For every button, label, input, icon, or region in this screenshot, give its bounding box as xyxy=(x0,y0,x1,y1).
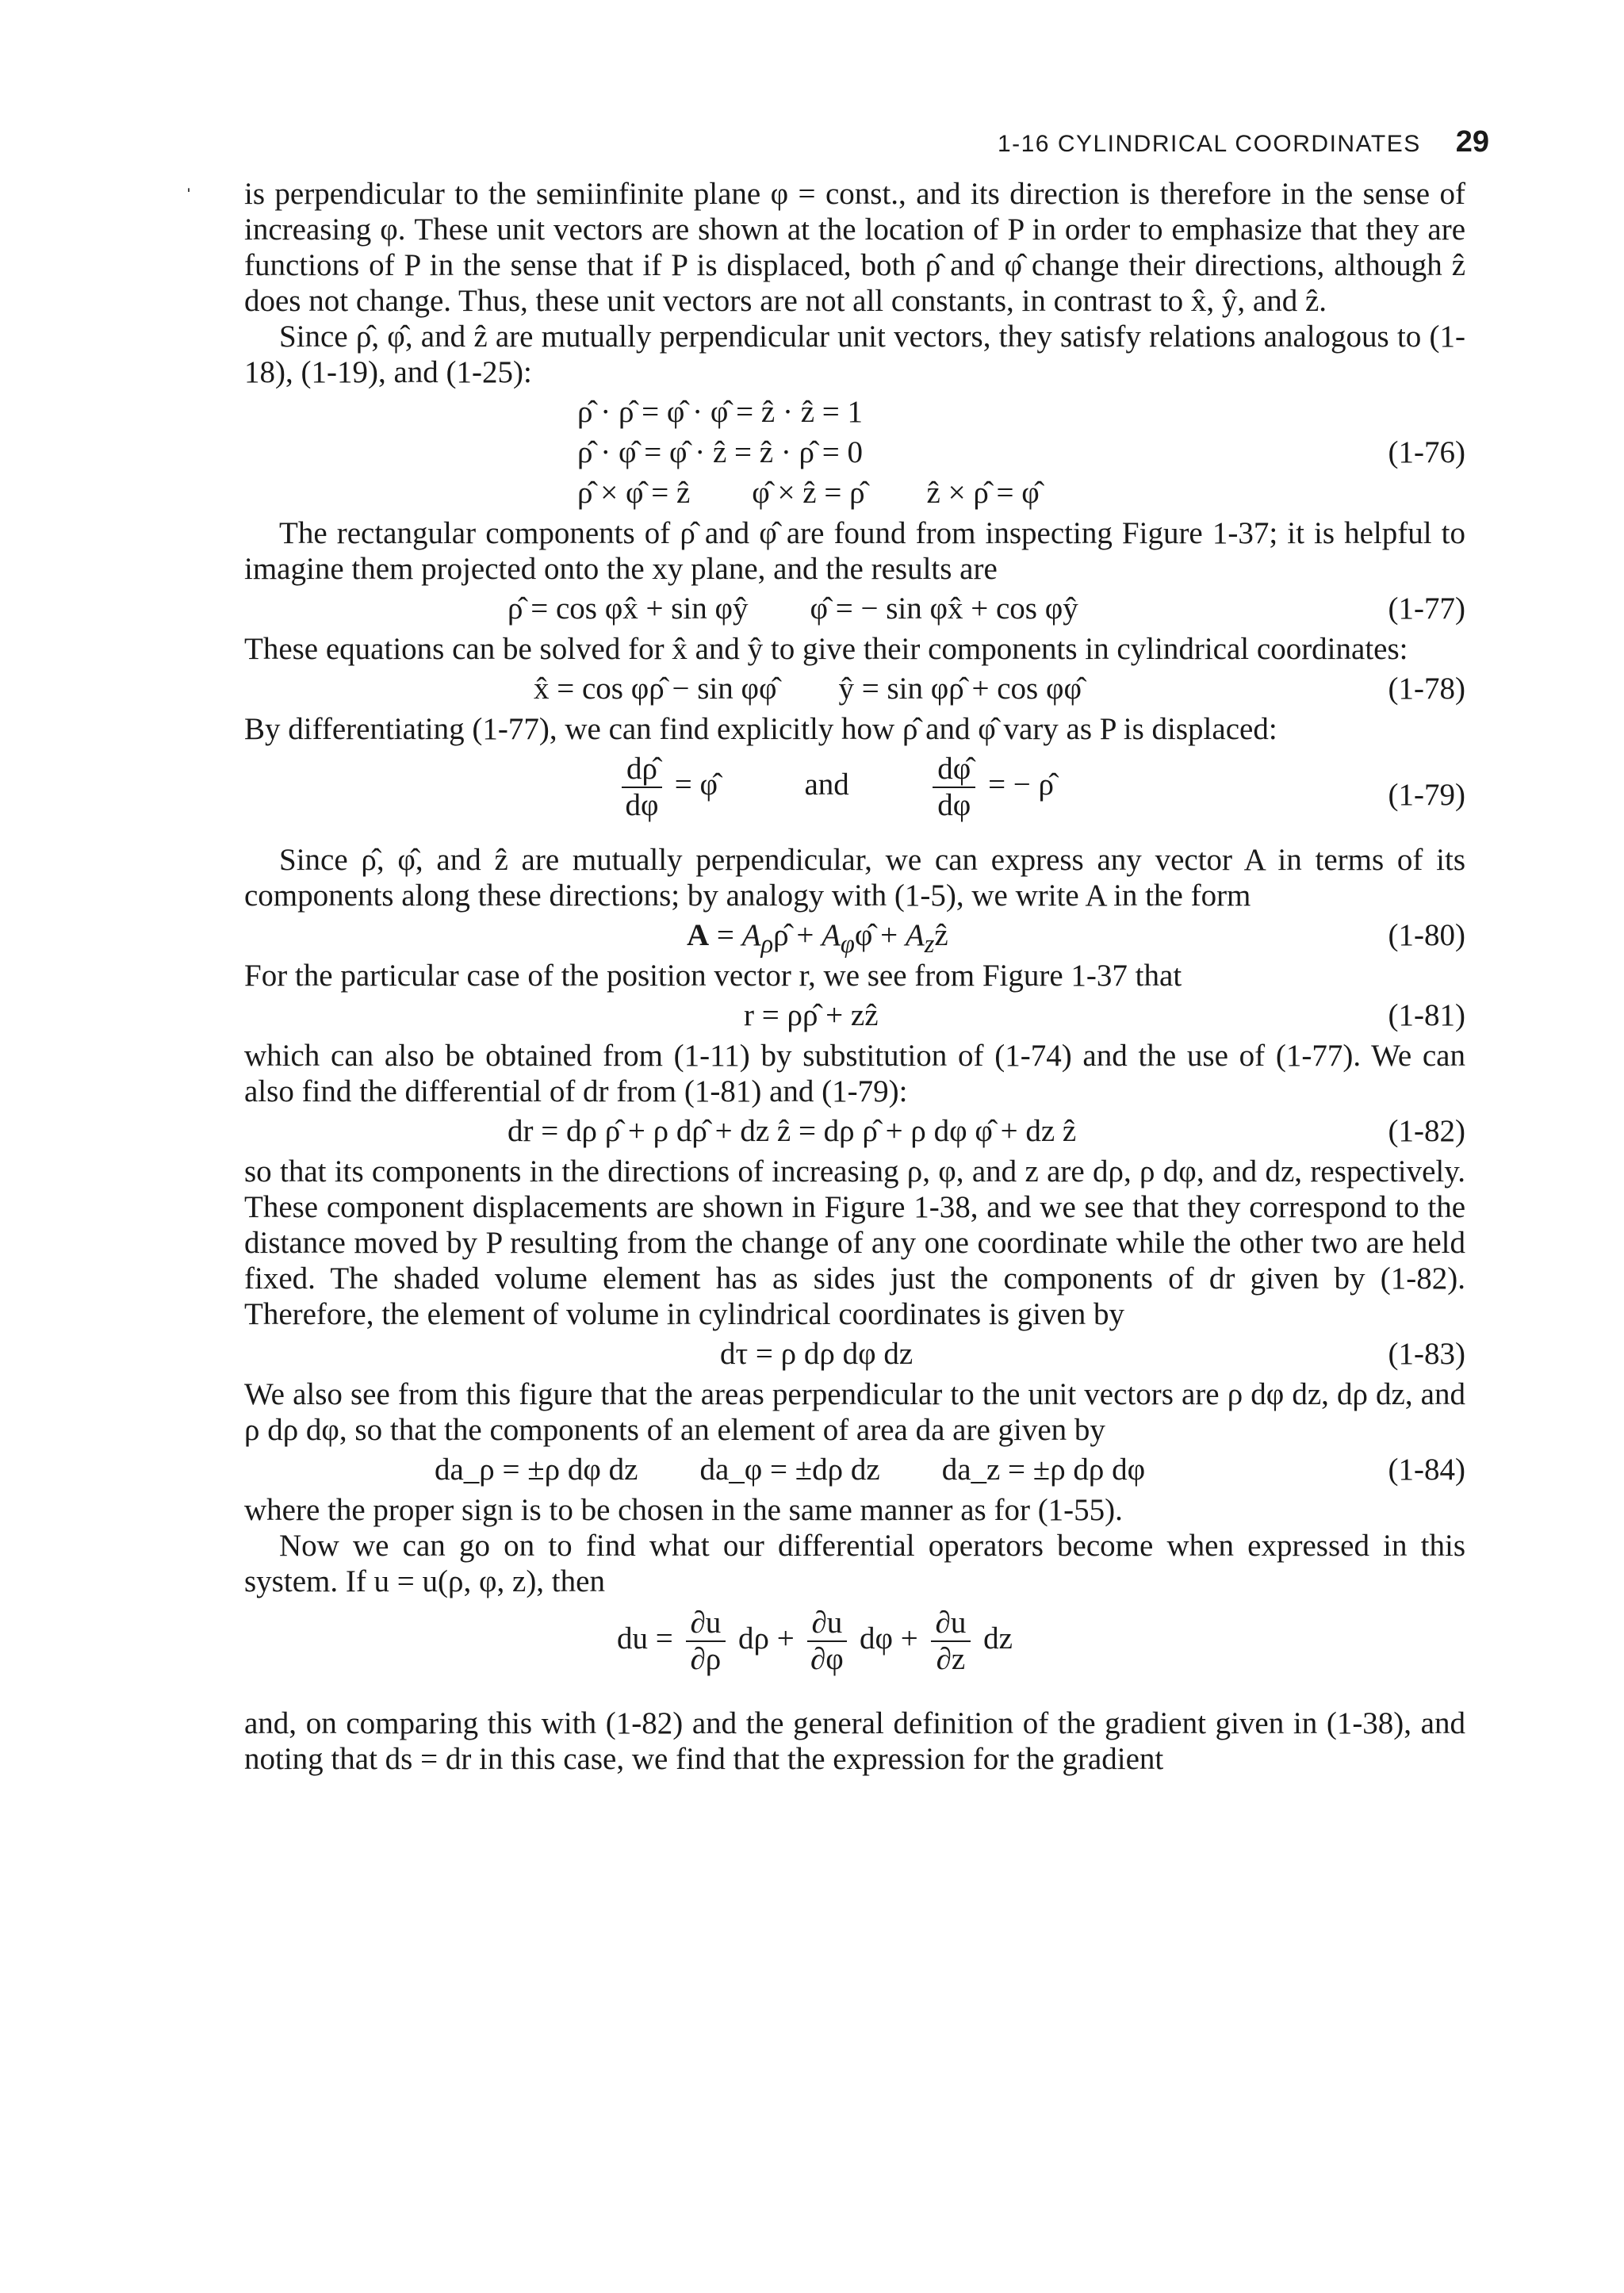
numerator: dρ̂ xyxy=(622,752,662,788)
numerator: ∂u xyxy=(931,1606,971,1642)
equation-number: (1-82) xyxy=(1388,1114,1465,1148)
equation-1-78 xyxy=(244,671,1465,707)
equation-1-76c xyxy=(244,475,1465,511)
equation-body xyxy=(617,752,1054,823)
equation-1-76a xyxy=(244,394,1465,431)
denominator: ∂z xyxy=(936,1642,966,1676)
equation-number: (1-84) xyxy=(1388,1453,1465,1487)
equation-text: dρ + xyxy=(738,1621,795,1656)
equation-1-81 xyxy=(244,997,1465,1034)
equation-body: $A = A_\rho\rhô$ + $A_\varphi\varphî$ + $A_zẑ$ xyxy=(687,918,948,959)
numerator: dφ̂ xyxy=(933,752,975,788)
equation-text: dφ + xyxy=(860,1621,918,1656)
paragraph: where the proper sign is to be chosen in the same manner as for (1-55). xyxy=(244,1493,1123,1527)
numerator: ∂u xyxy=(807,1606,848,1642)
denominator: dφ xyxy=(937,788,971,822)
equation-du xyxy=(244,1606,1465,1699)
body-text xyxy=(244,176,1465,1777)
equation-1-82 xyxy=(244,1113,1465,1150)
paragraph: We also see from this figure that the areas perpendicular to the unit vectors are ρ dφ dz, dρ dz, and ρ dρ dφ, so that the components of an element of area da are given by xyxy=(244,1377,1465,1447)
paragraph: Since ρ̂, φ̂, and ẑ are mutually perpendicular, we can express any vector A in terms of its components along these directions; by analogy with (1-5), we write A in the form xyxy=(244,843,1465,913)
equation-text: and xyxy=(804,767,849,802)
paragraph: is perpendicular to the semiinfinite plane φ = const., and its direction is therefore in the sense of increasing φ. These unit vectors are shown at the location of P in order to emphasize that they are functions of P in the sense that if P is displaced, both ρ̂ and φ̂ change their directions, although ẑ does not change. Thus, these unit vectors are not all constants, in contrast to x̂, ŷ, and ẑ. xyxy=(244,177,1465,318)
equation-1-84 xyxy=(244,1452,1465,1488)
running-head: 1-16 CYLINDRICAL COORDINATES xyxy=(997,131,1421,157)
equation-1-76b xyxy=(244,434,1465,471)
paragraph: For the particular case of the position vector r, we see from Figure 1-37 that xyxy=(244,959,1182,993)
equation-number: (1-76) xyxy=(1388,435,1465,469)
paragraph: so that its components in the directions of increasing ρ, φ, and z are dρ, ρ dφ, and dz, respectively. These component displacements are shown in Figure 1-38, and we see that they correspond to the distance moved by P resulting from the change of any one coordinate while the other two are held fixed. The shaded volume element has as sides just the components of dr given by (1-82). Therefore, the element of volume in cylindrical coordinates is given by xyxy=(244,1154,1465,1331)
equation-body: ρ̂ = cos φx̂ + sin φŷ φ̂ = − sin φx̂ + cos φŷ xyxy=(508,591,1078,626)
equation-1-83 xyxy=(244,1336,1465,1372)
equation-number: (1-79) xyxy=(1388,778,1465,812)
equation-body: ρ̂ · ρ̂ = φ̂ · φ̂ = ẑ · ẑ = 1 xyxy=(577,395,864,429)
denominator: ∂φ xyxy=(810,1642,844,1676)
equation-number: (1-80) xyxy=(1388,918,1465,952)
paragraph: Since ρ̂, φ̂, and ẑ are mutually perpendicular unit vectors, they satisfy relations analogous to (1-18), (1-19), and (1-25): xyxy=(244,320,1465,389)
fraction xyxy=(807,1606,848,1677)
equation-text: = φ̂ xyxy=(674,767,718,802)
fraction xyxy=(933,752,975,823)
paragraph: These equations can be solved for x̂ and ŷ to give their components in cylindrical coordinates: xyxy=(244,632,1408,666)
page-number: 29 xyxy=(1455,125,1489,159)
equation-text: = − ρ̂ xyxy=(988,767,1055,802)
equation-text: dz xyxy=(983,1621,1013,1656)
denominator: ∂ρ xyxy=(690,1642,722,1676)
paragraph: which can also be obtained from (1-11) by substitution of (1-74) and the use of (1-77). We can also find the differential of dr from (1-81) and (1-79): xyxy=(244,1039,1465,1108)
equation-number: (1-81) xyxy=(1388,998,1465,1032)
numerator: ∂u xyxy=(686,1606,726,1642)
equation-body: dr = dρ ρ̂ + ρ dρ̂ + dz ẑ = dρ ρ̂ + ρ dφ φ̂ + dz ẑ xyxy=(508,1114,1077,1148)
equation-1-80 xyxy=(244,917,1465,959)
fraction xyxy=(622,752,662,823)
equation-text: du = xyxy=(617,1621,673,1656)
paragraph: By differentiating (1-77), we can find explicitly how ρ̂ and φ̂ vary as P is displaced: xyxy=(244,712,1277,746)
fraction xyxy=(931,1606,971,1677)
equation-1-79 xyxy=(244,752,1465,837)
equation-number: (1-78) xyxy=(1388,672,1465,706)
equation-body: x̂ = cos φρ̂ − sin φφ̂ ŷ = sin φρ̂ + cos φφ̂ xyxy=(534,672,1082,706)
equation-1-77 xyxy=(244,591,1465,627)
equation-body xyxy=(617,1606,1013,1677)
equation-number: (1-77) xyxy=(1388,591,1465,626)
fraction xyxy=(686,1606,726,1677)
running-header xyxy=(998,125,1489,165)
equation-body: da_ρ = ±ρ dφ dz da_φ = ±dρ dz da_z = ±ρ dρ dφ xyxy=(435,1453,1146,1487)
equation-body: dτ = ρ dρ dφ dz xyxy=(720,1337,914,1371)
paragraph: Now we can go on to find what our differential operators become when expressed in this system. If u = u(ρ, φ, z), then xyxy=(244,1529,1465,1598)
equation-body: ρ̂ · φ̂ = φ̂ · ẑ = ẑ · ρ̂ = 0 xyxy=(577,435,864,469)
margin-mark: ˈ xyxy=(185,184,193,210)
equation-number: (1-83) xyxy=(1388,1337,1465,1371)
equation-body: ρ̂ × φ̂ = ẑ φ̂ × ẑ = ρ̂ ẑ × ρ̂ = φ̂ xyxy=(577,476,1040,510)
equation-body: r = ρρ̂ + zẑ xyxy=(744,998,879,1032)
paragraph: The rectangular components of ρ̂ and φ̂ are found from inspecting Figure 1-37; it is helpful to imagine them projected onto the xy plane, and the results are xyxy=(244,516,1465,586)
paragraph: and, on comparing this with (1-82) and the general definition of the gradient given in (1-38), and noting that ds = dr in this case, we find that the expression for the gradient xyxy=(244,1706,1465,1776)
denominator: dφ xyxy=(625,788,659,822)
